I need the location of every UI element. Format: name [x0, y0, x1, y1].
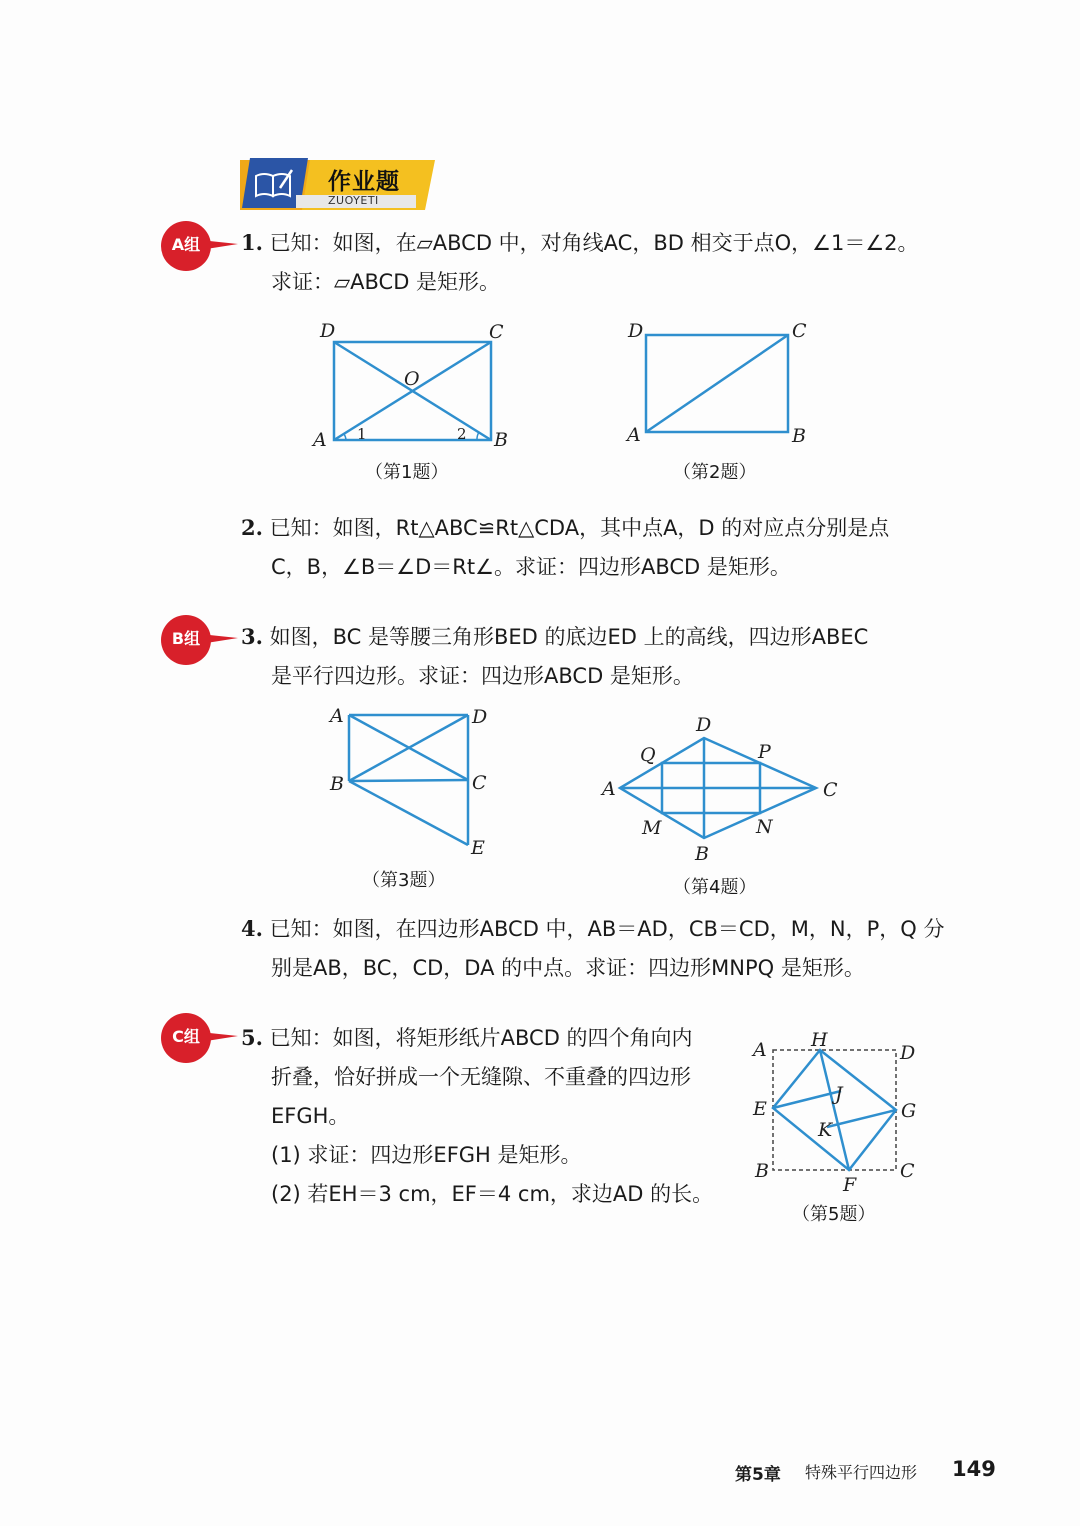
problem-5-line-1 — [241, 1024, 693, 1052]
problem-5-sub-2: (2) 若EH＝3 cm，EF＝4 cm，求边AD 的长。 — [271, 1182, 714, 1206]
problem-5-number: 5. — [241, 1025, 263, 1050]
fig4-label-a: A — [602, 778, 616, 800]
page-number: 149 — [952, 1457, 996, 1481]
problem-5-sub-1: (1) 求证：四边形EFGH 是矩形。 — [271, 1143, 582, 1167]
fig5-label-d: D — [900, 1042, 916, 1064]
fig4-label-q: Q — [640, 744, 656, 766]
figure-4-caption: （第4题） — [673, 877, 757, 898]
problem-3-line-2: 是平行四边形。求证：四边形ABCD 是矩形。 — [271, 664, 694, 688]
problem-1-text-1: 已知：如图，在▱ABCD 中，对角线AC，BD 相交于点O，∠1＝∠2。 — [269, 231, 919, 255]
fig3-label-b: B — [330, 773, 344, 795]
problem-3-number: 3. — [241, 624, 263, 649]
group-b-badge — [158, 614, 238, 666]
fig2-label-d: D — [628, 320, 644, 342]
problem-5-line-2: 折叠，恰好拼成一个无缝隙、不重叠的四边形 — [271, 1065, 691, 1089]
fig4-label-p: P — [758, 741, 771, 763]
header-title: 作业题 — [328, 169, 400, 195]
figure-4 — [598, 710, 848, 870]
fig4-label-m: M — [642, 817, 662, 839]
problem-3-line-1 — [241, 623, 868, 651]
fig2-label-b: B — [792, 425, 806, 447]
problem-1-line-1 — [241, 229, 919, 257]
fig1-angle-1: 1 — [357, 425, 367, 443]
fig1-label-c: C — [489, 321, 504, 343]
fig5-label-k: K — [818, 1119, 833, 1141]
problem-5-line-3: EFGH。 — [271, 1104, 350, 1128]
figure-5 — [745, 1025, 925, 1200]
header-subtitle: ZUOYETI — [328, 194, 379, 207]
fig1-angle-2: 2 — [457, 425, 467, 443]
fig5-label-b: B — [755, 1160, 769, 1182]
fig4-label-b: B — [695, 843, 709, 865]
fig5-label-c: C — [900, 1160, 915, 1182]
fig1-label-d: D — [320, 320, 336, 342]
fig4-label-d: D — [696, 714, 712, 736]
fig3-label-a: A — [330, 705, 344, 727]
problem-3-text-1: 如图，BC 是等腰三角形BED 的底边ED 上的高线，四边形ABEC — [269, 625, 869, 649]
footer-chapter-title: 特殊平行四边形 — [805, 1463, 918, 1482]
group-b-label: B组 — [171, 629, 201, 648]
fig3-label-c: C — [472, 772, 487, 794]
figure-1 — [305, 315, 520, 455]
problem-5-text-1: 已知：如图，将矩形纸片ABCD 的四个角向内 — [269, 1026, 693, 1050]
problem-4-line-2: 别是AB，BC，CD，DA 的中点。求证：四边形MNPQ 是矩形。 — [271, 956, 865, 980]
fig5-label-f: F — [843, 1174, 857, 1196]
fig1-label-b: B — [494, 429, 508, 451]
problem-2-line-2: C，B，∠B＝∠D＝Rt∠。求证：四边形ABCD 是矩形。 — [271, 555, 791, 579]
group-a-label: A组 — [171, 235, 201, 254]
fig5-label-g: G — [901, 1100, 917, 1122]
book-pencil-icon — [252, 166, 296, 202]
fig4-label-c: C — [823, 779, 838, 801]
figure-1-caption: （第1题） — [365, 462, 449, 483]
footer-chapter: 第5章 — [735, 1465, 781, 1485]
figure-2 — [620, 315, 820, 450]
problem-1-number: 1. — [241, 230, 263, 255]
fig1-label-o: O — [404, 368, 420, 390]
group-c-badge — [158, 1012, 238, 1064]
problem-2-number: 2. — [241, 515, 263, 540]
fig3-label-d: D — [472, 706, 488, 728]
fig5-label-j: J — [835, 1083, 843, 1105]
fig5-label-h: H — [811, 1029, 828, 1051]
problem-2-text-1: 已知：如图，Rt△ABC≌Rt△CDA，其中点A，D 的对应点分别是点 — [269, 516, 890, 540]
problem-4-line-1 — [241, 915, 944, 943]
fig3-label-e: E — [471, 837, 485, 859]
problem-4-text-1: 已知：如图，在四边形ABCD 中，AB＝AD，CB＝CD，M，N，P，Q 分 — [269, 917, 945, 941]
group-a-badge — [158, 220, 238, 272]
figure-3 — [320, 700, 500, 865]
figure-3-caption: （第3题） — [362, 870, 446, 891]
problem-1-line-2: 求证：▱ABCD 是矩形。 — [271, 270, 501, 294]
fig5-label-e: E — [753, 1098, 767, 1120]
fig5-label-a: A — [753, 1039, 767, 1061]
fig2-label-c: C — [792, 320, 807, 342]
fig4-label-n: N — [756, 816, 773, 838]
group-c-label: C组 — [172, 1027, 200, 1046]
problem-4-number: 4. — [241, 916, 263, 941]
fig1-label-a: A — [313, 429, 327, 451]
problem-2-line-1 — [241, 514, 889, 542]
figure-5-caption: （第5题） — [792, 1204, 876, 1225]
figure-2-caption: （第2题） — [673, 462, 757, 483]
fig2-label-a: A — [627, 424, 641, 446]
